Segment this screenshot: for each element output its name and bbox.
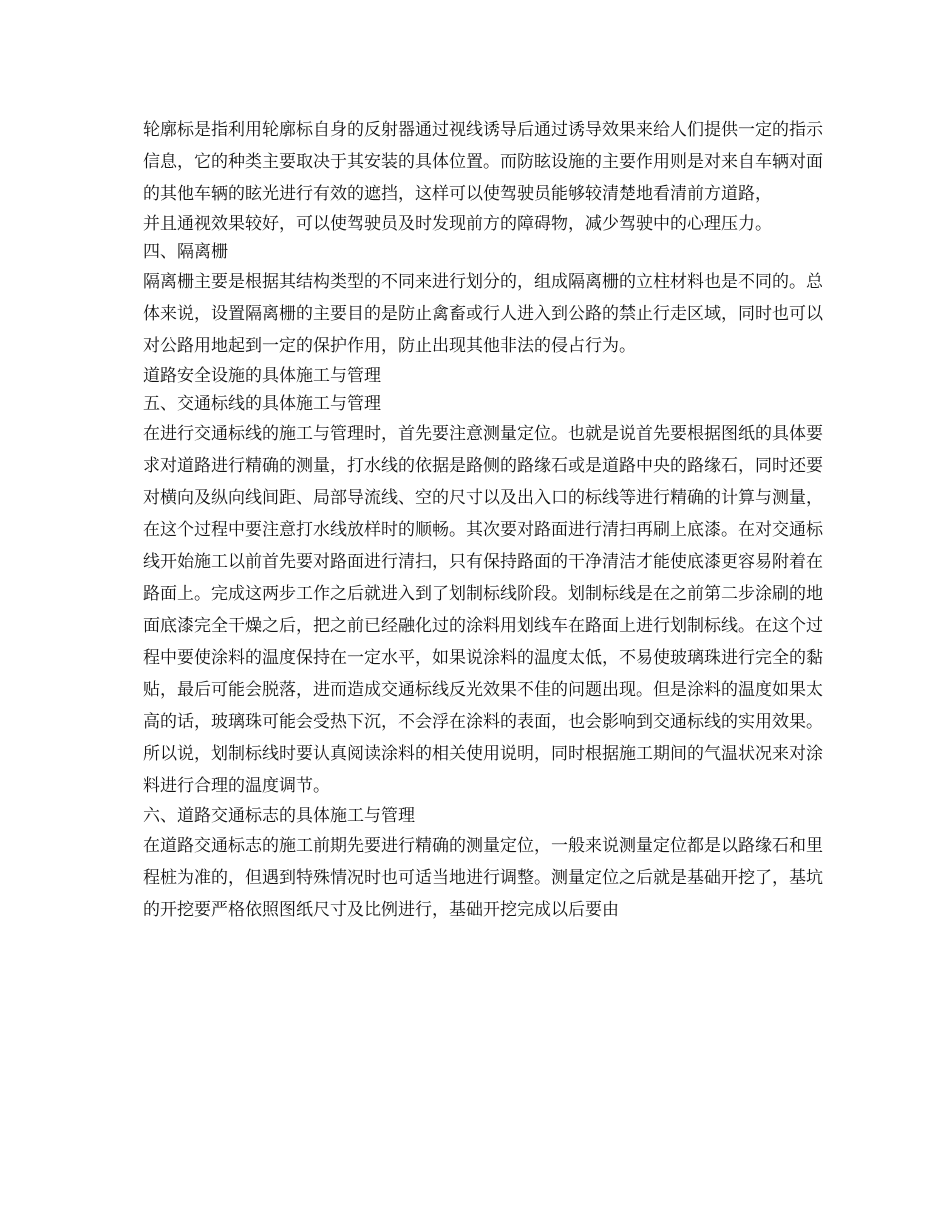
heading-section-5-road-markings: 五、交通标线的具体施工与管理: [143, 394, 381, 414]
paragraph-traffic-signs-construction: 在道路交通标志的施工前期先要进行精确的测量定位，一般来说测量定位都是以路缘石和里程桩为准的，但遇到特殊情况时也可适当地进行调整。测量定位之后就是基础开挖了，基坑的开挖要严格依照图纸尺寸及比例进行，基础开挖完成以后要由: [143, 836, 823, 920]
heading-safety-facilities-construction: 道路安全设施的具体施工与管理: [143, 366, 381, 386]
document-page: [143, 114, 823, 926]
heading-section-6-traffic-signs: 六、道路交通标志的具体施工与管理: [143, 806, 415, 826]
paragraph-isolation-fence: 隔离栅主要是根据其结构类型的不同来进行划分的，组成隔离栅的立柱材料也是不同的。总体来说，设置隔离栅的主要目的是防止禽畜或行人进入到公路的禁止行走区域，同时也可以对公路用地起到一定的保护作用，防止出现其他非法的侵占行为。: [143, 272, 823, 356]
paragraph-visibility-effect: 并且通视效果较好，可以使驾驶员及时发现前方的障碍物，减少驾驶中的心理压力。: [143, 214, 772, 234]
paragraph-road-markings-construction: 在进行交通标线的施工与管理时，首先要注意测量定位。也就是说首先要根据图纸的具体要求对道路进行精确的测量，打水线的依据是路侧的路缘石或是道路中央的路缘石，同时还要对横向及纵向线间距、局部导流线、空的尺寸以及出入口的标线等进行精确的计算与测量，在这个过程中要注意打水线放样时的顺畅。其次要对路面进行清扫再刷上底漆。在对交通标线开始施工以前首先要对路面进行清扫，只有保持路面的干净清洁才能使底漆更容易附着在路面上。完成这两步工作之后就进入到了划制标线阶段。划制标线是在之前第二步涂刷的地面底漆完全干燥之后，把之前已经融化过的涂料用划线车在路面上进行划制标线。在这个过程中要使涂料的温度保持在一定水平，如果说涂料的温度太低，不易使玻璃珠进行完全的黏贴，最后可能会脱落，进而造成交通标线反光效果不佳的问题出现。但是涂料的温度如果太高的话，玻璃珠可能会受热下沉，不会浮在涂料的表面，也会影响到交通标线的实用效果。所以说，划制标线时要认真阅读涂料的相关使用说明，同时根据施工期间的气温状况来对涂料进行合理的温度调节。: [143, 424, 823, 796]
paragraph-delineator-antiglare: 轮廓标是指利用轮廓标自身的反射器通过视线诱导后通过诱导效果来给人们提供一定的指示信息，它的种类主要取决于其安装的具体位置。而防眩设施的主要作用则是对来自车辆对面的其他车辆的眩光进行有效的遮挡，这样可以使驾驶员能够较清楚地看清前方道路，: [143, 120, 823, 204]
heading-section-4-fence: 四、隔离栅: [143, 242, 228, 262]
